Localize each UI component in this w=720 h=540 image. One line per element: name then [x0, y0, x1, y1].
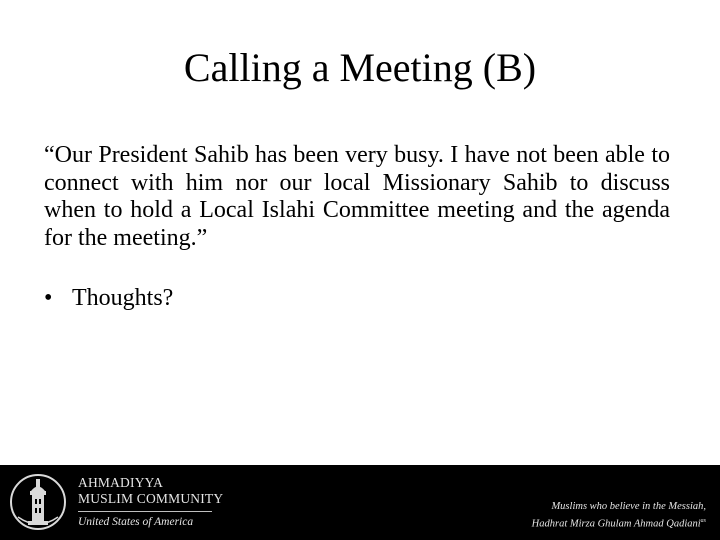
organization-name-line1: AHMADIYYA — [78, 475, 164, 490]
bullet-item — [44, 283, 670, 313]
tagline-line2 — [532, 514, 706, 532]
organization-country: United States of America — [78, 516, 194, 528]
bullet-marker: • — [44, 285, 53, 311]
organization-name — [78, 475, 223, 507]
organization-name-line2: MUSLIM COMMUNITY — [78, 491, 224, 506]
footer-banner — [0, 465, 720, 540]
tagline-honorific: as — [700, 518, 706, 524]
bullet-text: Thoughts? — [72, 285, 174, 311]
minaret-icon — [10, 471, 66, 533]
slide-title: Calling a Meeting (B) — [183, 45, 537, 90]
tagline-line2-text: Hadhrat Mirza Ghulam Ahmad Qadiani — [531, 518, 701, 530]
bullet-list — [44, 283, 670, 313]
tagline-line1: Muslims who believe in the Messiah, — [551, 501, 706, 512]
footer-tagline — [532, 500, 706, 532]
quote-paragraph: “Our President Sahib has been very busy. I have not been able to connect with him nor our local Missionary Sahib to discuss when to hold a Local Islahi Committee meeting and the agenda for the meeting.” — [44, 142, 670, 251]
footer-divider — [78, 511, 212, 512]
